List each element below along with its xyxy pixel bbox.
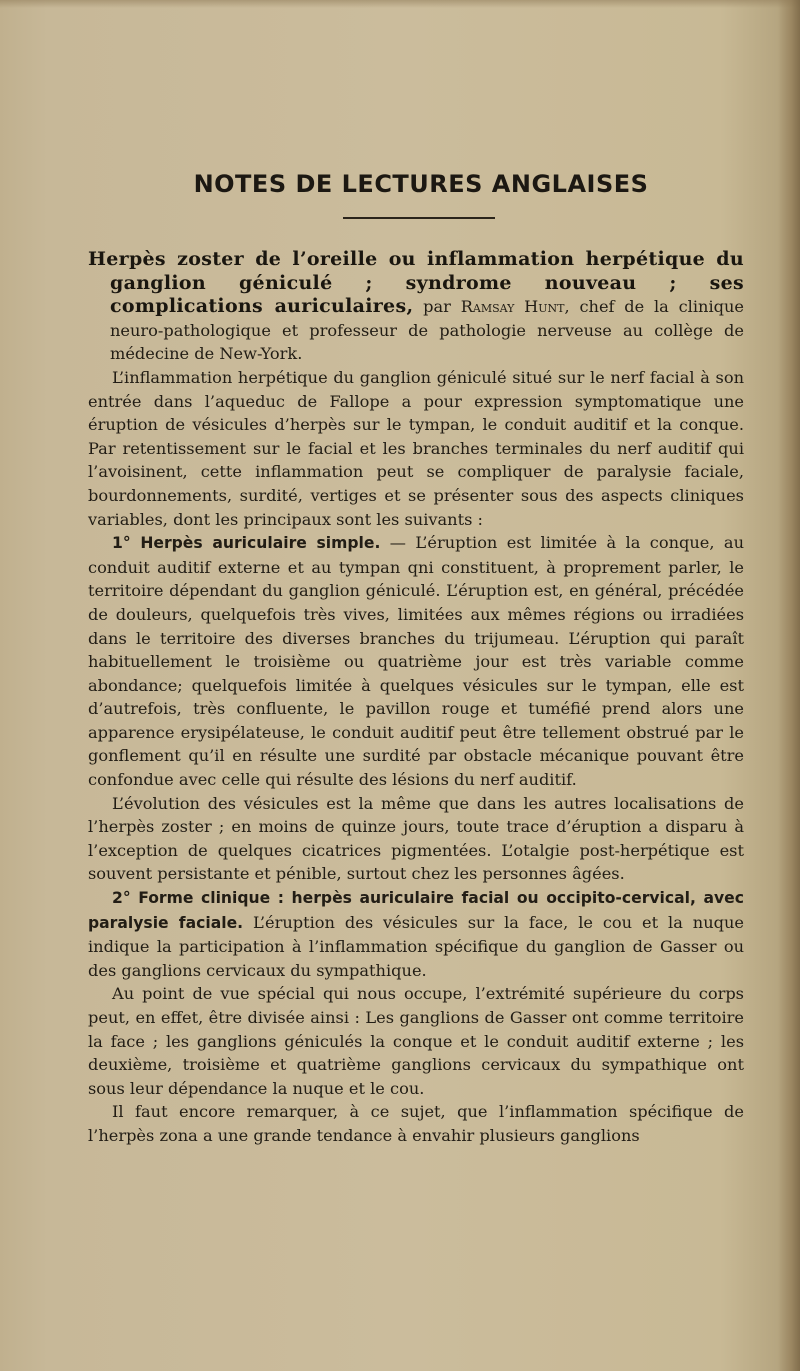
paragraph-evolution: L’évolution des vésicules est la même que dans les autres localisations de l’herpès zoster ; en moins de quinze jours, toute trace d’éruption a disparu à l’exception de quelques cicatrices pigmentées. L’otalgie post-herpétique est souvent persistante et pénible, surtout chez les personnes âgées.: [88, 793, 744, 884]
page-top-shadow: [0, 0, 800, 8]
paragraph-closing: Il faut encore remarquer, à ce sujet, que l’inflammation spécifique de l’herpès zona a une grande tendance à envahir plusieurs ganglions: [88, 1102, 744, 1145]
author-first-name: Ramsay: [460, 297, 515, 317]
author-last-name: Hunt: [524, 297, 565, 317]
section-1-label: 1° Herpès auriculaire simple.: [112, 534, 381, 553]
author-affiliation: , chef de la clinique neuro-pathologique et professeur de pathologie nerveuse au collège de médecine de New-York.: [110, 297, 744, 364]
section-2-text: L’éruption des vésicules sur la face, le cou et la nuque indique la participation à l’inflammation spécifique du ganglion de Gasser ou des ganglions cervicaux du sympathique.: [88, 912, 744, 980]
article-body: [88, 248, 744, 1148]
article-title: Herpès zoster de l’oreille ou inflammation herpétique du ganglion géniculé ; syndrome nouveau ; ses complications auriculaires,: [88, 248, 744, 318]
heading-rule: [343, 217, 495, 219]
section-1-text: — L’éruption est limitée à la conque, au conduit auditif externe et au tympan qni constituent, à proprement parler, le territoire dépendant du ganglion géniculé. L’éruption est, en général, précédée de douleurs, quelquefois très vives, limitées aux mêmes régions ou irradiées dans le territoire des diverses branches du trijumeau. L’éruption qui paraît habituellement le troisième ou quatrième jour est très variable comme abondance; quelquefois limitée à quelques vésicules sur le tympan, elle est d’autrefois, très confluente, le pavillon rouge et tuméfié prend alors une apparence erysipélateuse, le conduit auditif peut être tellement obstrué par le gonflement qu’il en résulte une surdité par obstacle mécanique pouvant être confondue avec celle qui résulte des lésions du nerf auditif.: [88, 533, 744, 790]
page-binding-shadow: [778, 0, 800, 1371]
paragraph-section-2: [88, 886, 744, 982]
paragraph-intro: L’inflammation herpétique du ganglion géniculé situé sur le nerf facial à son entrée dans l’aqueduc de Fallope a pour expression symptomatique une éruption de vésicules d’herpès sur le tympan, le conduit auditif et la conque. Par retentissement sur le facial et les branches terminales du nerf auditif qui l’avoisinent, cette inflammation peut se compliquer de paralysie faciale, bourdonnements, surdité, vertiges et se présenter sous des aspects cliniques variables, dont les principaux sont les suivants :: [88, 367, 744, 529]
section-heading: NOTES DE LECTURES ANGLAISES: [193, 170, 649, 198]
section-2-label: 2° Forme clinique : herpès auriculaire facial ou occipito-cervical, avec paralysie faciale.: [88, 889, 744, 932]
paragraph-territories: Au point de vue spécial qui nous occupe, l’extrémité supérieure du corps peut, en effet, être divisée ainsi : Les ganglions de Gasser ont comme territoire la face ; les ganglions géniculés la conque et le conduit auditif externe ; les deuxième, troisième et quatrième ganglions cervicaux du sympathique ont sous leur dépendance la nuque et le cou.: [88, 984, 744, 1098]
article-header: [88, 248, 744, 366]
article-by: par: [423, 297, 451, 317]
paragraph-section-1: [88, 531, 744, 792]
